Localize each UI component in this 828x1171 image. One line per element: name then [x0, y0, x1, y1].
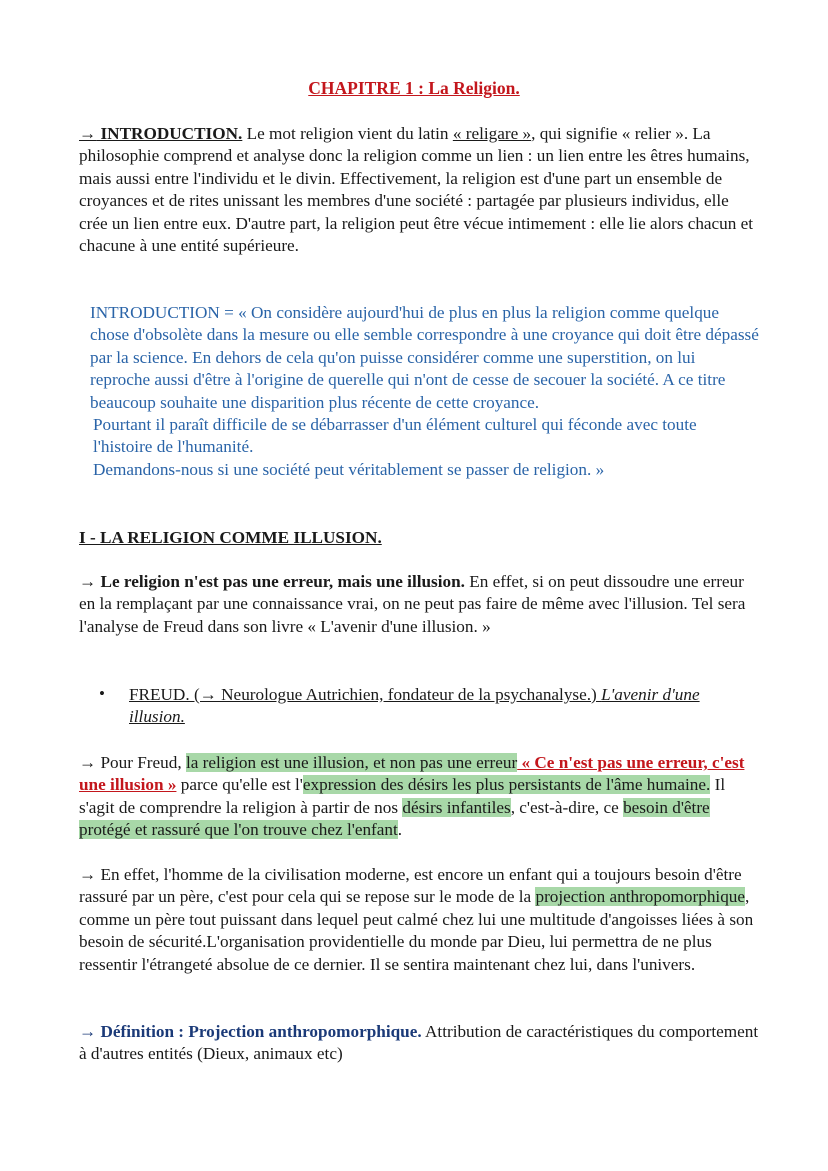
definition-paragraph: → Définition : Projection anthropomorphique. Attribution de caractéristiques du comportement à d'autres entités (Dieux, animaux etc): [79, 1022, 759, 1064]
intro-quote: [79, 302, 759, 481]
intro-paragraph: → INTRODUCTION. Le mot religion vient du latin « religare », qui signifie « relier ». La philosophie comprend et analyse donc la religion comme un lien : un lien entre les êtres humains, mais aussi entre l'individu et le divin. Effectivement, la religion est d'une part un ensemble de croyances et de rites unissant les membres d'une société : partagée par plusieurs individus, elle crée un lien entre eux. D'autre part, la religion peut être vécue intimement : elle lie alors chacun et chacune à une entité supérieure.: [79, 124, 754, 256]
freud-quote: « Ce n'est pas une erreur, c'est une illusion »: [79, 753, 745, 795]
highlight: désirs infantiles: [402, 797, 511, 817]
highlight: la religion est une illusion, et non pas une erreur: [185, 753, 518, 772]
intro-heading: → INTRODUCTION.: [79, 124, 243, 143]
quote-paragraph-3: Demandons-nous si une société peut véritablement se passer de religion. »: [93, 459, 605, 479]
chapter-title: CHAPITRE 1 : La Religion.: [308, 78, 520, 98]
highlight: expression des désirs les plus persistants de l'âme humaine.: [302, 775, 711, 795]
modern-paragraph: → En effet, l'homme de la civilisation moderne, est encore un enfant qui a toujours besoin d'être rassuré par un père, c'est pour cela qui se repose sur le mode de la projection anthropomorphique, comme un père tout puissant dans lequel peut calmé chez lui une multitude d'angoisses liées à son besoin de sécurité.L'organisation providentielle du monde par Dieu, lui permettra de ne plus ressentir l'étrangeté absolue de ce dernier. Il se sentira maintenant chez lui, dans l'univers.: [79, 865, 754, 974]
freud-paragraph: → Pour Freud, la religion est une illusion, et non pas une erreur « Ce n'est pas une erreur, c'est une illusion » parce qu'elle est l'expression des désirs les plus persistants de l'âme humaine. Il s'agit de comprendre la religion à partir de nos désirs infantiles, c'est-à-dire, ce besoin d'être protégé et rassuré que l'on trouve chez l'enfant.: [79, 753, 745, 840]
quote-paragraph-1: INTRODUCTION = « On considère aujourd'hui de plus en plus la religion comme quelque chose d'obsolète dans la mesure ou elle semble correspondre à une croyance qui doit être dépassé par la science. En dehors de cela qu'on puisse considérer comme une superstition, on lui reproche aussi d'être à l'origine de querelle qui n'ont de cesse de secouer la société. A ce titre beaucoup souhaite une disparition plus récente de cette croyance.: [90, 303, 759, 412]
illusion-lead: → Le religion n'est pas une erreur, mais une illusion.: [79, 572, 465, 591]
definition-label: → Définition : Projection anthropomorphique.: [79, 1022, 422, 1041]
quote-paragraph-2: Pourtant il paraît difficile de se débarrasser d'un élément culturel qui féconde avec toute l'histoire de l'humanité.: [93, 415, 697, 457]
book-title: L'avenir d'une illusion.: [129, 685, 700, 727]
highlight: projection anthropomorphique: [535, 887, 746, 907]
section-heading: I - LA RELIGION COMME ILLUSION.: [79, 528, 382, 547]
latin-term: « religare »: [452, 124, 532, 143]
bullet-icon: •: [99, 684, 105, 703]
highlight: besoin d'être protégé et rassuré que l'on trouve chez l'enfant: [79, 797, 710, 840]
freud-reference: FREUD. (→ Neurologue Autrichien, fondateur de la psychanalyse.) L'avenir d'une illusion.: [129, 685, 700, 727]
illusion-paragraph: → Le religion n'est pas une erreur, mais une illusion. En effet, si on peut dissoudre une erreur en la remplaçant par une connaissance vrai, on ne peut pas faire de même avec l'illusion. Tel sera l'analyse de Freud dans son livre « L'avenir d'une illusion. »: [79, 572, 746, 636]
